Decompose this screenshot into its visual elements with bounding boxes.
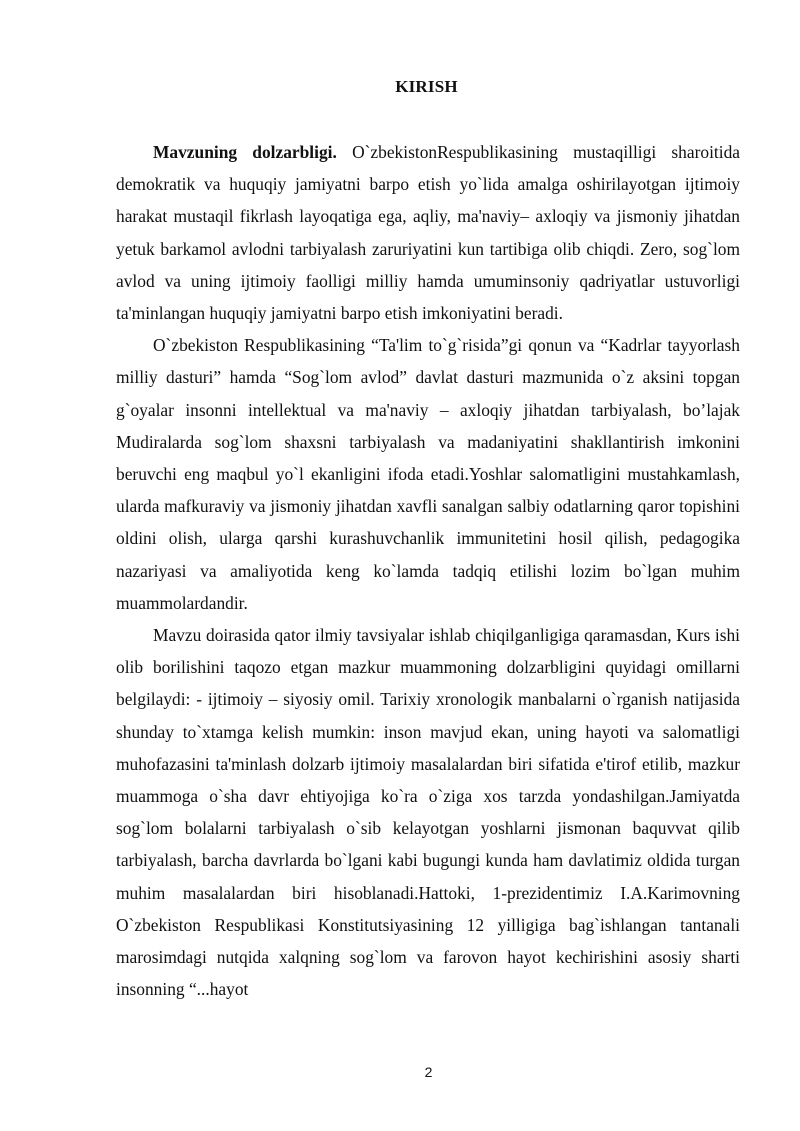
page-number: 2: [424, 1064, 433, 1080]
paragraph-factors: [116, 619, 740, 1005]
paragraph-lead-heading: Mavzuning dolzarbligi.: [153, 142, 337, 162]
paragraph-relevance: [116, 136, 740, 329]
paragraph-text: O`zbekistonRespublikasining mustaqilligi sharoitida demokratik va huquqiy jamiyatni barpo etish yo`lida amalga oshirilayotgan ijtimoiy harakat mustaqil fikrlash layoqatiga ega, aqliy, ma'naviy– axloqiy va jismoniy jihatdan yetuk barkamol avlodni tarbiyalash zaruriyatini kun tartibiga olib chiqdi. Zero, sog`lom avlod va uning ijtimoiy faolligi milliy hamda umuminsoniy qadriyatlar ustuvorligi ta'minlangan huquqiy jamiyatni barpo etish imkoniyatini beradi.: [116, 142, 740, 324]
page-title: KIRISH: [395, 77, 458, 96]
document-body: [116, 136, 740, 1005]
paragraph-text: O`zbekiston Respublikasining “Ta'lim to`g`risida”gi qonun va “Kadrlar tayyorlash milliy dasturi” hamda “Sog`lom avlod” davlat dasturi mazmunida o`z aksini topgan g`oyalar insonni intellektual va ma'naviy – axloqiy jihatdan tarbiyalash, bo’lajak Mudiralarda sog`lom shaxsni tarbiyalash va madaniyatini shakllantirish imkonini beruvchi eng maqbul yo`l ekanligini ifoda etadi.Yoshlar salomatligini mustahkamlash, ularda mafkuraviy va jismoniy jihatdan xavfli sanalgan salbiy odatlarning qaror topishini oldini olish, ularga qarshi kurashuvchanlik immunitetini hosil qilish, pedagogika nazariyasi va amaliyotida keng ko`lamda tadqiq etilishi lozim bo`lgan muhim muammolardandir.: [116, 335, 740, 613]
paragraph-text: Mavzu doirasida qator ilmiy tavsiyalar ishlab chiqilganligiga qaramasdan, Kurs ishi olib borilishini taqozo etgan mazkur muammoning dolzarbligini quyidagi omillarni belgilaydi: - ijtimoiy – siyosiy omil. Tarixiy xronologik manbalarni o`rganish natijasida shunday to`xtamga kelish mumkin: inson mavjud ekan, uning hayoti va salomatligi muhofazasini ta'minlash dolzarb ijtimoiy masalalardan biri sifatida e'tirof etilib, mazkur muammoga o`sha davr ehtiyojiga ko`ra o`ziga xos tarzda yondashilgan.Jamiyatda sog`lom bolalarni tarbiyalash o`sib kelayotgan yoshlarni jismonan baquvvat qilib tarbiyalash, barcha davrlarda bo`lgani kabi bugungi kunda ham davlatimiz oldida turgan muhim masalalardan biri hisoblanadi.Hattoki, 1-prezidentimiz I.A.Karimovning O`zbekiston Respublikasi Konstitutsiyasining 12 yilligiga bag`ishlangan tantanali marosimdagi nutqida xalqning sog`lom va farovon hayot kechirishini asosiy sharti insonning “...hayot: [116, 625, 740, 1000]
paragraph-legislation: [116, 329, 740, 619]
